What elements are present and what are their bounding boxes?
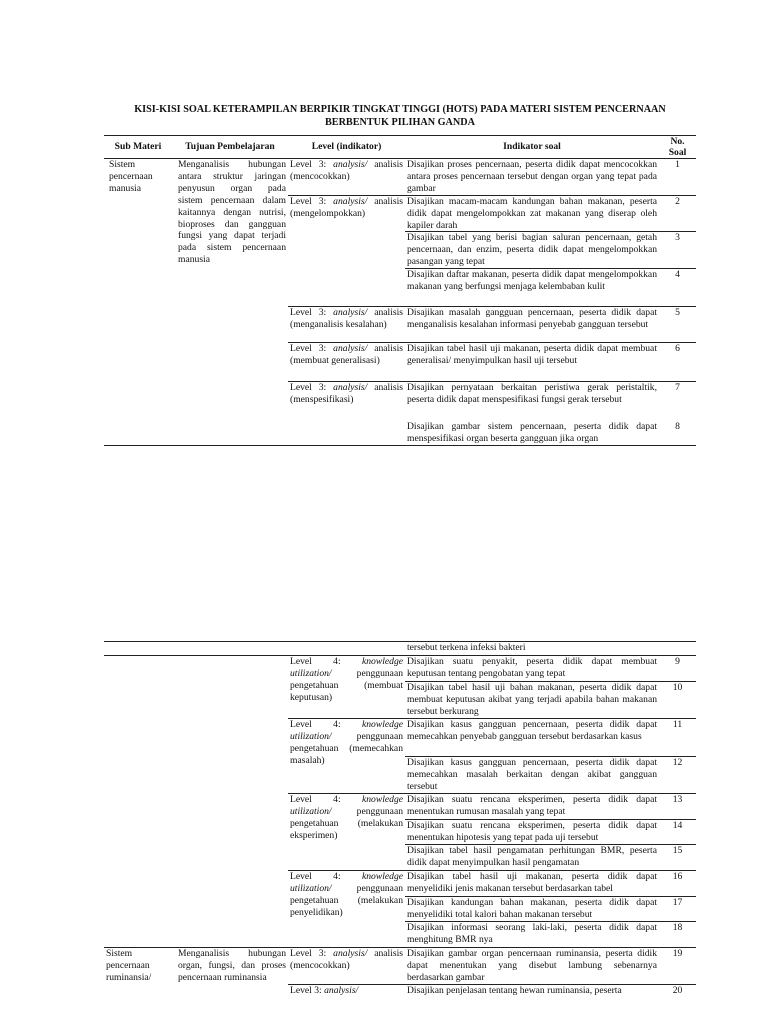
level-cell — [288, 159, 405, 196]
level-prefix: Level 3: — [290, 984, 322, 996]
cell-tujuan-pembelajaran-2: Menganalisis hubungan organ, fungsi, dan proses pencernaan ruminansia — [172, 948, 288, 999]
indikator-cell: Disajikan kandungan bahan makanan, peserta didik dapat menyelidiki total kalori bahan makanan tersebut — [407, 897, 657, 920]
no-soal-cell: 2 — [659, 195, 696, 232]
level-prefix: Level 4: — [290, 656, 341, 667]
empty-cell — [172, 656, 288, 948]
kisi-kisi-table-page-2 — [104, 641, 696, 998]
document-title-line-2: BERBENTUK PILIHAN GANDA — [324, 117, 475, 128]
level-prefix: Level 4: — [290, 794, 341, 805]
level-cell — [288, 794, 405, 871]
level-rest: analisis (menganalisis kesalahan) — [290, 307, 404, 331]
no-soal-cell: 5 — [659, 307, 696, 343]
level-prefix: Level 3: — [290, 343, 327, 355]
no-soal-cell: 7 — [659, 382, 696, 421]
level-key: knowledge utilization/ — [290, 794, 403, 817]
indikator-cell: Disajikan gambar sistem pencernaan, peserta didik dapat menspesifikasi organ beserta gangguan jika organ — [405, 421, 659, 446]
level-key: analysis/ — [333, 382, 368, 394]
level-key: analysis/ — [333, 307, 368, 319]
no-soal-cell: 16 — [659, 871, 696, 897]
level-rest: penggunaan pengetahuan (memecahkan masalah) — [290, 730, 403, 766]
no-soal-cell: 14 — [659, 820, 696, 845]
level-rest: analisis (membuat generalisasi) — [290, 343, 404, 367]
indikator-cell: Disajikan gambar organ pencernaan ruminansia, peserta didik dapat menentukan yang disebut lambung sebenarnya berdasarkan gambar — [407, 948, 657, 983]
no-soal-cell: 20 — [659, 984, 696, 998]
indikator-cell: Disajikan daftar makanan, peserta didik dapat mengelompokkan makanan yang berfungsi menjaga kelembaban kulit — [405, 269, 659, 307]
level-rest: penggunaan pengetahuan (melakukan eksperimen) — [290, 805, 403, 841]
empty-cell — [659, 642, 696, 656]
level-key: analysis/ — [333, 195, 368, 207]
indikator-cell: Disajikan masalah gangguan pencernaan, peserta didik dapat menganalisis kesalahan informasi penyebab gangguan tersebut — [405, 307, 659, 343]
header-level-indikator: Level (indikator) — [311, 141, 382, 153]
level-cell — [288, 656, 405, 719]
level-prefix: Level 3: — [290, 195, 327, 207]
level-cell — [288, 343, 405, 382]
empty-cell — [104, 656, 172, 948]
no-soal-cell: 12 — [659, 757, 696, 794]
no-soal-cell: 19 — [659, 948, 696, 985]
indikator-cell: Disajikan tabel hasil pengamatan perhitungan BMR, peserta didik dapat menyimpulkan hasil pengamatan — [405, 845, 659, 871]
level-key: knowledge utilization/ — [290, 656, 403, 679]
level-cell — [288, 871, 405, 948]
level-rest: analisis (mencocokkan) — [290, 159, 404, 182]
level-key: analysis/ — [324, 984, 359, 996]
empty-cell — [172, 642, 288, 656]
level-cell — [288, 307, 405, 343]
cell-sub-materi: Sistem pencernaan manusia — [109, 159, 153, 194]
indikator-cell: Disajikan proses pencernaan, peserta didik dapat mencocokkan antara proses pencernaan tersebut dengan organ yang tepat pada gambar — [407, 159, 657, 194]
level-cell — [288, 382, 405, 446]
level-key: analysis/ — [333, 948, 368, 959]
no-soal-cell: 4 — [659, 269, 696, 307]
cell-sub-materi-2: Sistem pencernaan ruminansia/ — [104, 948, 172, 999]
no-soal-cell: 17 — [659, 897, 696, 922]
no-soal-cell: 13 — [659, 794, 696, 820]
kisi-kisi-table-page-1 — [104, 135, 696, 446]
indikator-cell: Disajikan informasi seorang laki-laki, peserta didik dapat menghitung BMR nya — [405, 922, 659, 948]
continuation-text: tersebut terkena infeksi bakteri — [405, 642, 659, 656]
no-soal-cell: 1 — [675, 159, 680, 170]
empty-cell — [288, 642, 405, 656]
level-key: knowledge utilization/ — [290, 871, 403, 894]
indikator-cell: Disajikan suatu rencana eksperimen, peserta didik dapat menentukan rumusan masalah yang tepat — [405, 794, 659, 820]
indikator-cell: Disajikan suatu penyakit, peserta didik dapat membuat keputusan tentang pengobatan yang tepat — [407, 656, 657, 679]
level-cell — [288, 195, 405, 307]
indikator-cell: Disajikan tabel hasil uji bahan makanan, peserta didik dapat membuat keputusan akibat yang terjadi apabila bahan makanan tersebut berkurang — [407, 682, 657, 717]
no-soal-cell: 11 — [659, 719, 696, 757]
indikator-cell: Disajikan penjelasan tentang hewan ruminansia, peserta — [405, 984, 659, 998]
header-no-soal: No. Soal — [668, 136, 687, 158]
indikator-cell: Disajikan kasus gangguan pencernaan, peserta didik dapat memecahkan masalah berkaitan dengan akibat gangguan tersebut — [407, 757, 657, 792]
no-soal-cell: 9 — [675, 656, 680, 667]
level-key: knowledge utilization/ — [290, 719, 403, 742]
level-cell — [288, 948, 405, 985]
indikator-cell: Disajikan tabel hasil uji makanan, peserta didik dapat membuat generalisai/ menyimpulkan hasil uji tersebut — [405, 343, 659, 382]
header-indikator-soal: Indikator soal — [503, 141, 561, 153]
level-cell — [288, 984, 405, 998]
indikator-cell: Disajikan pernyataan berkaitan peristiwa gerak peristaltik, peserta didik dapat menspesifikasi fungsi gerak tersebut — [405, 382, 659, 421]
empty-cell — [104, 642, 172, 656]
level-key: analysis/ — [333, 159, 368, 170]
no-soal-cell: 8 — [659, 421, 696, 446]
level-prefix: Level 3: — [290, 159, 327, 170]
document-title-line-1: KISI-KISI SOAL KETERAMPILAN BERPIKIR TINGKAT TINGGI (HOTS) PADA MATERI SISTEM PENCERNAAN — [134, 104, 666, 115]
level-rest: penggunaan pengetahuan (membuat keputusan) — [290, 667, 403, 703]
level-cell — [288, 719, 405, 794]
no-soal-cell: 10 — [659, 682, 696, 719]
no-soal-cell: 3 — [659, 232, 696, 269]
level-key: analysis/ — [333, 343, 368, 355]
level-prefix: Level 3: — [290, 948, 327, 959]
level-rest: analisis (mencocokkan) — [290, 948, 404, 971]
no-soal-cell: 6 — [659, 343, 696, 382]
indikator-cell: Disajikan suatu rencana eksperimen, peserta didik dapat menentukan hipotesis yang tepat pada uji tersebut — [407, 820, 657, 843]
level-rest: analisis (mengelompokkan) — [290, 195, 404, 219]
no-soal-cell: 18 — [659, 922, 696, 948]
indikator-cell: Disajikan kasus gangguan pencernaan, peserta didik dapat memecahkan penyebab gangguan tersebut berdasarkan kasus — [405, 719, 659, 757]
level-prefix: Level 3: — [290, 382, 327, 394]
indikator-cell: Disajikan macam-macam kandungan bahan makanan, peserta didik dapat mengelompokkan zat makanan yang diserap oleh kapiler darah — [407, 195, 657, 231]
level-prefix: Level 4: — [290, 719, 341, 730]
no-soal-cell: 15 — [659, 845, 696, 871]
level-prefix: Level 4: — [290, 871, 341, 882]
indikator-cell: Disajikan tabel hasil uji makanan, peserta didik dapat menyelidiki jenis makanan tersebut berdasarkan tabel — [405, 871, 659, 897]
header-tujuan-pembelajaran: Tujuan Pembelajaran — [185, 141, 275, 153]
header-sub-materi: Sub Materi — [114, 141, 162, 153]
level-rest: penggunaan pengetahuan (melakukan penyelidikan) — [290, 882, 403, 918]
indikator-cell: Disajikan tabel yang berisi bagian saluran pencernaan, getah pencernaan, dan enzim, peserta didik dapat mengelompokkan pasangan yang tepat — [407, 232, 657, 268]
cell-tujuan-pembelajaran: Menganalisis hubungan antara struktur jaringan penyusun organ pada sistem pencernaan dalam kaitannya dengan nutrisi, bioproses dan gangguan fungsi yang dapat terjadi pada sistem pencernaan manusia — [178, 159, 286, 266]
level-rest: analisis (menspesifikasi) — [290, 382, 404, 406]
level-prefix: Level 3: — [290, 307, 327, 319]
